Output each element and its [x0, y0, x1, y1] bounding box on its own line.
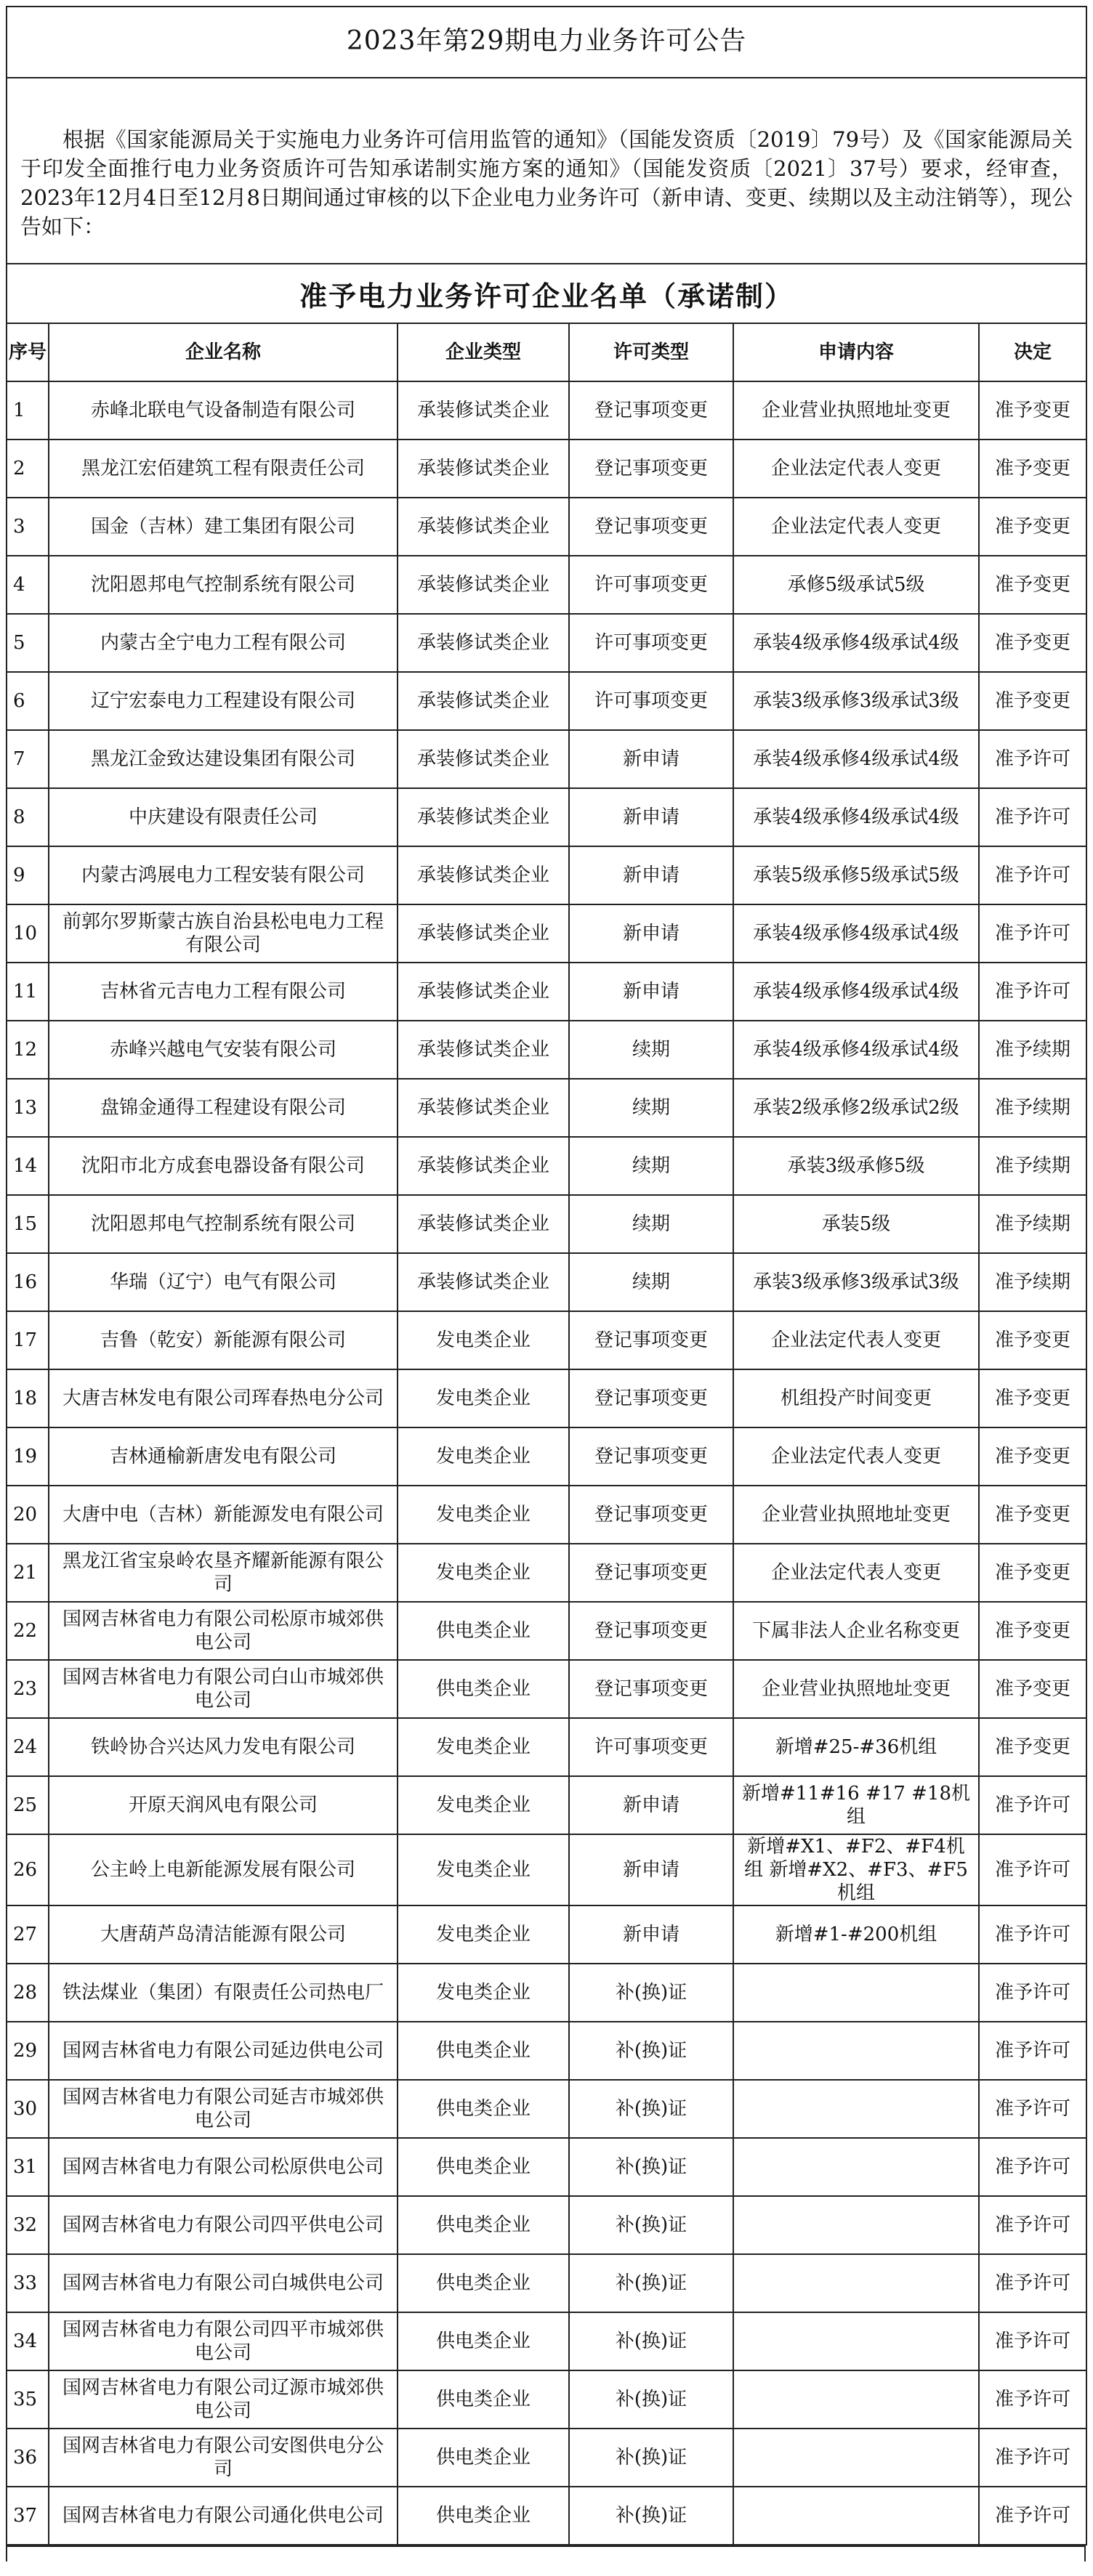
cell-license-type: 补(换)证 — [569, 2312, 733, 2370]
table-row — [7, 381, 1086, 440]
cell-company-name: 中庆建设有限责任公司 — [49, 788, 398, 846]
cell-decision: 准予变更 — [979, 1427, 1086, 1486]
cell-license-type: 登记事项变更 — [569, 1369, 733, 1427]
header-row — [7, 323, 1086, 381]
cell-company-type: 发电类企业 — [398, 1905, 569, 1964]
cell-company-type: 承装修试类企业 — [398, 963, 569, 1021]
cell-seq: 20 — [7, 1486, 49, 1544]
cell-application-content: 新增#25-#36机组 — [733, 1718, 979, 1776]
cell-application-content: 承装5级承修5级承试5级 — [733, 846, 979, 904]
table-body — [7, 381, 1086, 2545]
cell-application-content — [733, 2196, 979, 2254]
cell-license-type: 新申请 — [569, 846, 733, 904]
cell-license-type: 续期 — [569, 1079, 733, 1137]
cell-decision: 准予许可 — [979, 1776, 1086, 1834]
cell-company-name: 国网吉林省电力有限公司白山市城郊供电公司 — [49, 1660, 398, 1718]
cell-company-name: 黑龙江省宝泉岭农垦齐耀新能源有限公司 — [49, 1544, 398, 1602]
cell-license-type: 新申请 — [569, 1834, 733, 1905]
cell-decision: 准予许可 — [979, 788, 1086, 846]
cell-license-type: 新申请 — [569, 1905, 733, 1964]
cell-seq: 21 — [7, 1544, 49, 1602]
cell-seq: 24 — [7, 1718, 49, 1776]
table-tail — [6, 2545, 1086, 2561]
header-type: 企业类型 — [398, 323, 569, 381]
cell-decision: 准予许可 — [979, 2138, 1086, 2196]
cell-seq: 35 — [7, 2370, 49, 2429]
cell-company-name: 国网吉林省电力有限公司安图供电分公司 — [49, 2429, 398, 2487]
cell-application-content: 承装4级承修4级承试4级 — [733, 963, 979, 1021]
cell-decision: 准予许可 — [979, 1964, 1086, 2022]
cell-company-type: 承装修试类企业 — [398, 672, 569, 730]
cell-company-type: 供电类企业 — [398, 1602, 569, 1660]
header-name: 企业名称 — [49, 323, 398, 381]
cell-company-type: 承装修试类企业 — [398, 614, 569, 672]
cell-application-content: 承装3级承修3级承试3级 — [733, 672, 979, 730]
table-row — [7, 1905, 1086, 1964]
announcement-sheet — [6, 6, 1086, 2561]
cell-company-type: 发电类企业 — [398, 1776, 569, 1834]
cell-company-type: 供电类企业 — [398, 2022, 569, 2080]
cell-license-type: 许可事项变更 — [569, 1718, 733, 1776]
cell-company-name: 沈阳市北方成套电器设备有限公司 — [49, 1137, 398, 1195]
cell-company-name: 公主岭上电新能源发展有限公司 — [49, 1834, 398, 1905]
cell-license-type: 新申请 — [569, 1776, 733, 1834]
cell-company-name: 国金（吉林）建工集团有限公司 — [49, 498, 398, 556]
cell-application-content: 新增#X1、#F2、#F4机组 新增#X2、#F3、#F5机组 — [733, 1834, 979, 1905]
cell-seq: 4 — [7, 556, 49, 614]
cell-company-type: 发电类企业 — [398, 1718, 569, 1776]
cell-seq: 7 — [7, 730, 49, 788]
table-row — [7, 556, 1086, 614]
announcement-table — [6, 6, 1087, 2545]
cell-decision: 准予许可 — [979, 963, 1086, 1021]
cell-company-name: 开原天润风电有限公司 — [49, 1776, 398, 1834]
cell-company-name: 大唐中电（吉林）新能源发电有限公司 — [49, 1486, 398, 1544]
cell-seq: 36 — [7, 2429, 49, 2487]
cell-application-content: 企业营业执照地址变更 — [733, 1486, 979, 1544]
cell-application-content: 承装3级承修5级 — [733, 1137, 979, 1195]
cell-application-content: 承装5级 — [733, 1195, 979, 1253]
cell-company-type: 发电类企业 — [398, 1369, 569, 1427]
header-seq: 序号 — [7, 323, 49, 381]
table-row — [7, 1079, 1086, 1137]
cell-decision: 准予许可 — [979, 2196, 1086, 2254]
cell-company-name: 国网吉林省电力有限公司四平供电公司 — [49, 2196, 398, 2254]
table-row — [7, 730, 1086, 788]
table-row — [7, 1718, 1086, 1776]
cell-application-content: 承装4级承修4级承试4级 — [733, 788, 979, 846]
cell-application-content: 承装2级承修2级承试2级 — [733, 1079, 979, 1137]
cell-application-content: 企业营业执照地址变更 — [733, 1660, 979, 1718]
cell-seq: 18 — [7, 1369, 49, 1427]
cell-company-type: 发电类企业 — [398, 1311, 569, 1369]
table-row — [7, 1964, 1086, 2022]
table-row — [7, 1021, 1086, 1079]
cell-company-name: 吉林通榆新唐发电有限公司 — [49, 1427, 398, 1486]
cell-application-content — [733, 2429, 979, 2487]
cell-license-type: 许可事项变更 — [569, 614, 733, 672]
list-title: 准予电力业务许可企业名单（承诺制） — [7, 264, 1086, 323]
cell-company-type: 供电类企业 — [398, 1660, 569, 1718]
table-row — [7, 1660, 1086, 1718]
cell-decision: 准予变更 — [979, 440, 1086, 498]
cell-company-type: 发电类企业 — [398, 1544, 569, 1602]
cell-seq: 26 — [7, 1834, 49, 1905]
cell-company-type: 供电类企业 — [398, 2312, 569, 2370]
cell-company-name: 国网吉林省电力有限公司延吉市城郊供电公司 — [49, 2080, 398, 2138]
table-row — [7, 1253, 1086, 1311]
cell-license-type: 登记事项变更 — [569, 498, 733, 556]
cell-application-content: 企业营业执照地址变更 — [733, 381, 979, 440]
cell-decision: 准予许可 — [979, 846, 1086, 904]
cell-license-type: 补(换)证 — [569, 2487, 733, 2545]
cell-license-type: 补(换)证 — [569, 2370, 733, 2429]
cell-decision: 准予许可 — [979, 2312, 1086, 2370]
cell-company-type: 供电类企业 — [398, 2080, 569, 2138]
table-row — [7, 846, 1086, 904]
cell-company-name: 吉林省元吉电力工程有限公司 — [49, 963, 398, 1021]
cell-application-content: 机组投产时间变更 — [733, 1369, 979, 1427]
cell-seq: 27 — [7, 1905, 49, 1964]
header-decision: 决定 — [979, 323, 1086, 381]
cell-seq: 5 — [7, 614, 49, 672]
cell-decision: 准予变更 — [979, 1369, 1086, 1427]
cell-decision: 准予许可 — [979, 2254, 1086, 2312]
cell-application-content: 企业法定代表人变更 — [733, 1544, 979, 1602]
table-row — [7, 2370, 1086, 2429]
table-row — [7, 498, 1086, 556]
cell-seq: 15 — [7, 1195, 49, 1253]
cell-license-type: 新申请 — [569, 963, 733, 1021]
cell-license-type: 新申请 — [569, 788, 733, 846]
cell-seq: 3 — [7, 498, 49, 556]
cell-application-content — [733, 2312, 979, 2370]
cell-license-type: 补(换)证 — [569, 1964, 733, 2022]
cell-company-type: 供电类企业 — [398, 2370, 569, 2429]
cell-company-type: 发电类企业 — [398, 1486, 569, 1544]
cell-license-type: 续期 — [569, 1021, 733, 1079]
cell-decision: 准予许可 — [979, 2370, 1086, 2429]
cell-application-content — [733, 1964, 979, 2022]
cell-company-name: 沈阳恩邦电气控制系统有限公司 — [49, 556, 398, 614]
cell-application-content — [733, 2080, 979, 2138]
table-row — [7, 2080, 1086, 2138]
cell-decision: 准予许可 — [979, 1834, 1086, 1905]
table-row — [7, 2254, 1086, 2312]
cell-company-name: 国网吉林省电力有限公司延边供电公司 — [49, 2022, 398, 2080]
cell-decision: 准予续期 — [979, 1079, 1086, 1137]
cell-decision: 准予许可 — [979, 1905, 1086, 1964]
cell-company-type: 供电类企业 — [398, 2487, 569, 2545]
cell-company-name: 国网吉林省电力有限公司松原供电公司 — [49, 2138, 398, 2196]
cell-seq: 28 — [7, 1964, 49, 2022]
cell-decision: 准予变更 — [979, 1544, 1086, 1602]
cell-application-content: 新增#11#16 #17 #18机组 — [733, 1776, 979, 1834]
cell-decision: 准予续期 — [979, 1137, 1086, 1195]
cell-seq: 30 — [7, 2080, 49, 2138]
cell-license-type: 新申请 — [569, 904, 733, 963]
cell-license-type: 新申请 — [569, 730, 733, 788]
cell-company-type: 供电类企业 — [398, 2254, 569, 2312]
table-row — [7, 2312, 1086, 2370]
cell-company-name: 大唐葫芦岛清洁能源有限公司 — [49, 1905, 398, 1964]
cell-decision: 准予续期 — [979, 1195, 1086, 1253]
cell-seq: 19 — [7, 1427, 49, 1486]
cell-application-content — [733, 2022, 979, 2080]
cell-license-type: 登记事项变更 — [569, 1660, 733, 1718]
cell-decision: 准予变更 — [979, 556, 1086, 614]
cell-seq: 12 — [7, 1021, 49, 1079]
cell-company-type: 供电类企业 — [398, 2429, 569, 2487]
table-row — [7, 1137, 1086, 1195]
cell-seq: 33 — [7, 2254, 49, 2312]
cell-decision: 准予变更 — [979, 1602, 1086, 1660]
cell-company-name: 黑龙江金致达建设集团有限公司 — [49, 730, 398, 788]
cell-license-type: 登记事项变更 — [569, 1311, 733, 1369]
cell-seq: 8 — [7, 788, 49, 846]
cell-company-name: 大唐吉林发电有限公司珲春热电分公司 — [49, 1369, 398, 1427]
cell-decision: 准予变更 — [979, 1486, 1086, 1544]
cell-company-name: 赤峰北联电气设备制造有限公司 — [49, 381, 398, 440]
cell-company-type: 承装修试类企业 — [398, 440, 569, 498]
table-row — [7, 2138, 1086, 2196]
cell-license-type: 续期 — [569, 1195, 733, 1253]
table-row — [7, 672, 1086, 730]
cell-decision: 准予许可 — [979, 2429, 1086, 2487]
cell-seq: 31 — [7, 2138, 49, 2196]
notice-paragraph: 根据《国家能源局关于实施电力业务许可信用监管的通知》（国能发资质〔2019〕79号）及《国家能源局关于印发全面推行电力业务资质许可告知承诺制实施方案的通知》（国能发资质〔2021〕37号）要求，经审查，2023年12月4日至12月8日期间通过审核的以下企业电力业务许可（新申请、变更、续期以及主动注销等），现公告如下： — [7, 78, 1086, 264]
table-row — [7, 2196, 1086, 2254]
cell-license-type: 补(换)证 — [569, 2196, 733, 2254]
cell-company-name: 吉鲁（乾安）新能源有限公司 — [49, 1311, 398, 1369]
cell-seq: 37 — [7, 2487, 49, 2545]
cell-company-type: 承装修试类企业 — [398, 498, 569, 556]
table-row — [7, 904, 1086, 963]
cell-seq: 25 — [7, 1776, 49, 1834]
cell-company-name: 铁岭协合兴达风力发电有限公司 — [49, 1718, 398, 1776]
cell-application-content: 承装4级承修4级承试4级 — [733, 614, 979, 672]
table-row — [7, 1486, 1086, 1544]
cell-application-content: 新增#1-#200机组 — [733, 1905, 979, 1964]
cell-seq: 23 — [7, 1660, 49, 1718]
cell-company-name: 前郭尔罗斯蒙古族自治县松电电力工程有限公司 — [49, 904, 398, 963]
cell-decision: 准予变更 — [979, 498, 1086, 556]
cell-seq: 14 — [7, 1137, 49, 1195]
cell-company-type: 承装修试类企业 — [398, 1253, 569, 1311]
cell-license-type: 补(换)证 — [569, 2429, 733, 2487]
cell-company-type: 承装修试类企业 — [398, 556, 569, 614]
header-content: 申请内容 — [733, 323, 979, 381]
cell-seq: 34 — [7, 2312, 49, 2370]
cell-application-content: 承修5级承试5级 — [733, 556, 979, 614]
cell-seq: 32 — [7, 2196, 49, 2254]
table-row — [7, 963, 1086, 1021]
cell-application-content: 承装4级承修4级承试4级 — [733, 1021, 979, 1079]
cell-company-name: 华瑞（辽宁）电气有限公司 — [49, 1253, 398, 1311]
cell-decision: 准予变更 — [979, 1718, 1086, 1776]
cell-decision: 准予许可 — [979, 2487, 1086, 2545]
cell-company-name: 国网吉林省电力有限公司通化供电公司 — [49, 2487, 398, 2545]
cell-company-name: 国网吉林省电力有限公司辽源市城郊供电公司 — [49, 2370, 398, 2429]
cell-application-content: 承装3级承修3级承试3级 — [733, 1253, 979, 1311]
cell-company-name: 内蒙古鸿展电力工程安装有限公司 — [49, 846, 398, 904]
cell-application-content — [733, 2254, 979, 2312]
cell-seq: 13 — [7, 1079, 49, 1137]
cell-company-name: 黑龙江宏佰建筑工程有限责任公司 — [49, 440, 398, 498]
cell-license-type: 补(换)证 — [569, 2254, 733, 2312]
cell-decision: 准予许可 — [979, 2080, 1086, 2138]
cell-seq: 16 — [7, 1253, 49, 1311]
cell-application-content: 企业法定代表人变更 — [733, 440, 979, 498]
cell-license-type: 登记事项变更 — [569, 381, 733, 440]
cell-decision: 准予变更 — [979, 672, 1086, 730]
cell-company-type: 发电类企业 — [398, 1834, 569, 1905]
cell-company-type: 承装修试类企业 — [398, 1195, 569, 1253]
cell-seq: 1 — [7, 381, 49, 440]
cell-decision: 准予许可 — [979, 904, 1086, 963]
table-row — [7, 2429, 1086, 2487]
cell-company-name: 铁法煤业（集团）有限责任公司热电厂 — [49, 1964, 398, 2022]
cell-seq: 2 — [7, 440, 49, 498]
cell-license-type: 补(换)证 — [569, 2138, 733, 2196]
cell-company-type: 供电类企业 — [398, 2138, 569, 2196]
table-row — [7, 614, 1086, 672]
cell-decision: 准予变更 — [979, 381, 1086, 440]
cell-company-type: 承装修试类企业 — [398, 730, 569, 788]
cell-application-content: 下属非法人企业名称变更 — [733, 1602, 979, 1660]
table-row — [7, 1195, 1086, 1253]
table-row — [7, 1427, 1086, 1486]
cell-company-name: 赤峰兴越电气安装有限公司 — [49, 1021, 398, 1079]
cell-license-type: 登记事项变更 — [569, 1544, 733, 1602]
cell-application-content — [733, 2138, 979, 2196]
cell-company-type: 发电类企业 — [398, 1427, 569, 1486]
cell-seq: 9 — [7, 846, 49, 904]
table-row — [7, 2487, 1086, 2545]
cell-application-content: 承装4级承修4级承试4级 — [733, 904, 979, 963]
table-row — [7, 1311, 1086, 1369]
cell-license-type: 许可事项变更 — [569, 672, 733, 730]
cell-company-type: 供电类企业 — [398, 2196, 569, 2254]
cell-company-name: 内蒙古全宁电力工程有限公司 — [49, 614, 398, 672]
cell-license-type: 登记事项变更 — [569, 1486, 733, 1544]
cell-application-content: 企业法定代表人变更 — [733, 1311, 979, 1369]
cell-company-type: 发电类企业 — [398, 1964, 569, 2022]
cell-application-content — [733, 2370, 979, 2429]
cell-company-name: 国网吉林省电力有限公司白城供电公司 — [49, 2254, 398, 2312]
cell-seq: 6 — [7, 672, 49, 730]
cell-application-content: 企业法定代表人变更 — [733, 498, 979, 556]
cell-application-content — [733, 2487, 979, 2545]
cell-decision: 准予变更 — [979, 1311, 1086, 1369]
cell-seq: 22 — [7, 1602, 49, 1660]
header-license: 许可类型 — [569, 323, 733, 381]
cell-license-type: 登记事项变更 — [569, 440, 733, 498]
table-row — [7, 1834, 1086, 1905]
cell-decision: 准予续期 — [979, 1253, 1086, 1311]
table-row — [7, 1544, 1086, 1602]
table-row — [7, 1602, 1086, 1660]
cell-company-type: 承装修试类企业 — [398, 904, 569, 963]
cell-license-type: 续期 — [569, 1253, 733, 1311]
cell-license-type: 许可事项变更 — [569, 556, 733, 614]
cell-seq: 11 — [7, 963, 49, 1021]
table-row — [7, 2022, 1086, 2080]
cell-decision: 准予变更 — [979, 1660, 1086, 1718]
cell-license-type: 续期 — [569, 1137, 733, 1195]
cell-company-type: 承装修试类企业 — [398, 1079, 569, 1137]
cell-decision: 准予许可 — [979, 2022, 1086, 2080]
cell-decision: 准予许可 — [979, 730, 1086, 788]
cell-seq: 17 — [7, 1311, 49, 1369]
page-title: 2023年第29期电力业务许可公告 — [7, 7, 1086, 78]
cell-application-content: 企业法定代表人变更 — [733, 1427, 979, 1486]
cell-seq: 29 — [7, 2022, 49, 2080]
table-row — [7, 440, 1086, 498]
cell-license-type: 补(换)证 — [569, 2022, 733, 2080]
table-row — [7, 788, 1086, 846]
cell-license-type: 补(换)证 — [569, 2080, 733, 2138]
cell-license-type: 登记事项变更 — [569, 1602, 733, 1660]
cell-company-name: 沈阳恩邦电气控制系统有限公司 — [49, 1195, 398, 1253]
cell-application-content: 承装4级承修4级承试4级 — [733, 730, 979, 788]
cell-company-name: 国网吉林省电力有限公司松原市城郊供电公司 — [49, 1602, 398, 1660]
cell-company-name: 辽宁宏泰电力工程建设有限公司 — [49, 672, 398, 730]
cell-company-type: 承装修试类企业 — [398, 1137, 569, 1195]
table-row — [7, 1369, 1086, 1427]
cell-seq: 10 — [7, 904, 49, 963]
cell-decision: 准予变更 — [979, 614, 1086, 672]
cell-decision: 准予续期 — [979, 1021, 1086, 1079]
cell-company-name: 国网吉林省电力有限公司四平市城郊供电公司 — [49, 2312, 398, 2370]
cell-company-type: 承装修试类企业 — [398, 381, 569, 440]
cell-company-type: 承装修试类企业 — [398, 846, 569, 904]
table-row — [7, 1776, 1086, 1834]
cell-company-name: 盘锦金通得工程建设有限公司 — [49, 1079, 398, 1137]
cell-company-type: 承装修试类企业 — [398, 788, 569, 846]
cell-company-type: 承装修试类企业 — [398, 1021, 569, 1079]
cell-license-type: 登记事项变更 — [569, 1427, 733, 1486]
